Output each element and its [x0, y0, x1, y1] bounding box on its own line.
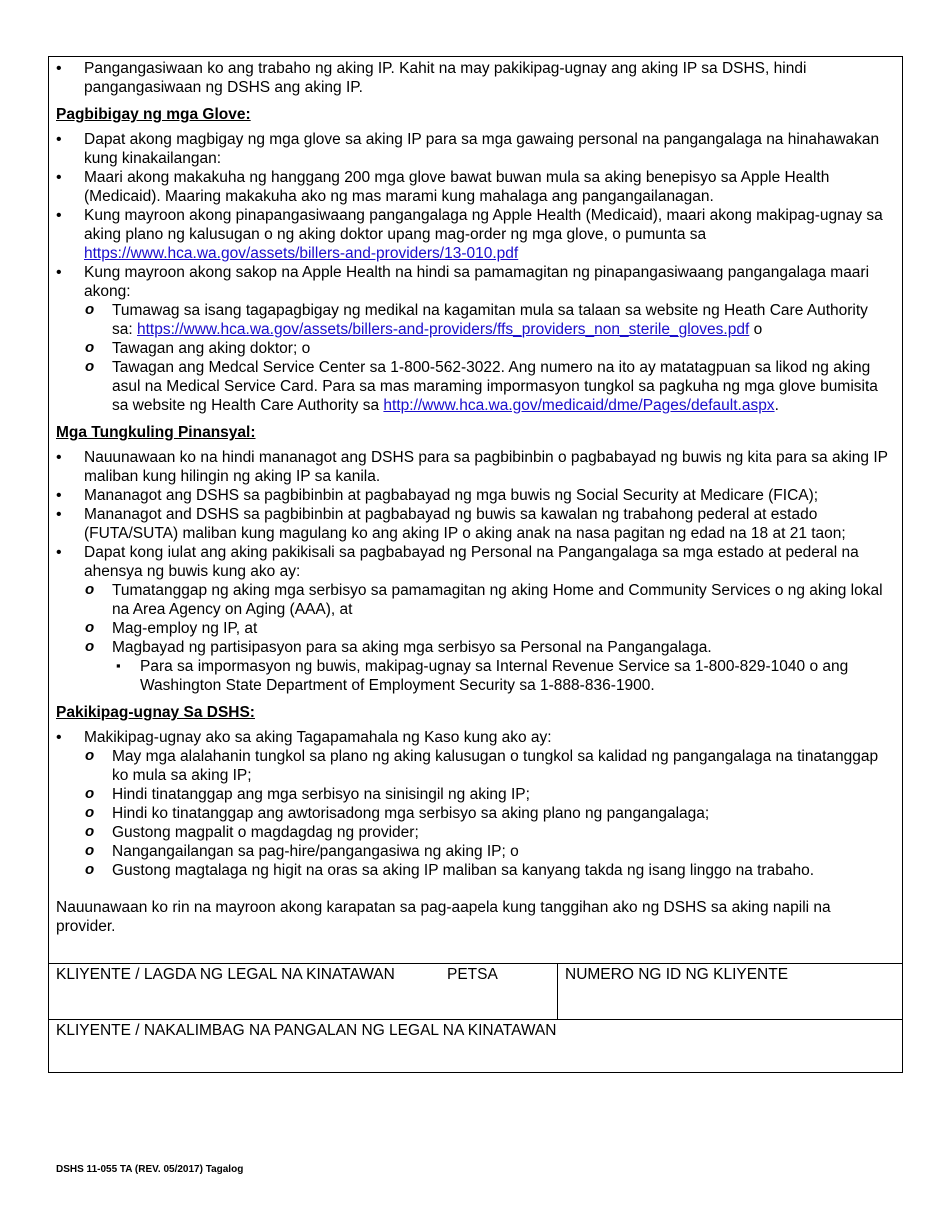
list-item: [49, 130, 902, 168]
bullet-text: Dapat akong magbigay ng mga glove sa aking IP para sa mga gawaing personal na pangangalaga na hinahawakan kung kinakailangan:: [84, 131, 880, 167]
bullet-text: Mananagot and DSHS sa pagbibinbin at pagbabayad ng buwis sa kawalan ng trabahong pederal at estado (FUTA/SUTA) maliban kung magulang ko ang aking IP o aking anak na nasa pagitan ng edad na 18 at 21 taon;: [84, 506, 846, 542]
finance-list: [49, 448, 902, 695]
sublist-item: [84, 747, 888, 785]
bullet-text: Makikipag-ugnay ako sa aking Tagapamahala ng Kaso kung ako ay:: [84, 729, 552, 746]
sublist-item: [84, 785, 888, 804]
gloves-sublist: [84, 301, 888, 415]
signature-row: [49, 963, 902, 1020]
appeal-paragraph: Nauunawaan ko rin na mayroon akong karapatan sa pag-aapela kung tanggihan ako ng DSHS sa aking napili na provider.: [56, 899, 831, 935]
gloves-list: [49, 130, 902, 415]
list-item: [49, 486, 902, 505]
list-item: [49, 206, 902, 263]
subitem-text: Hindi ko tinatanggap ang awtorisadong mga serbisyo sa aking plano ng pangangalaga;: [112, 805, 710, 822]
subitem-text: Tumatanggap ng aking mga serbisyo sa pamamagitan ng aking Home and Community Services o ng aking lokal na Area Agency on Aging (AAA), at: [112, 582, 883, 618]
subsublist-item: [112, 657, 888, 695]
list-item: [49, 168, 902, 206]
sublist-item: [84, 861, 888, 880]
gloves-order-link[interactable]: https://www.hca.wa.gov/assets/billers-and-providers/13-010.pdf: [84, 245, 519, 262]
sublist-item: [84, 804, 888, 823]
form-frame: [48, 56, 903, 1073]
client-printed-name-label: KLIYENTE / NAKALIMBAG NA PANGALAN NG LEGAL NA KINATAWAN: [56, 1022, 557, 1039]
sublist-item: [84, 823, 888, 842]
gloves-heading: Pagbibigay ng mga Glove:: [56, 106, 251, 123]
subitem-text: May mga alalahanin tungkol sa plano ng aking kalusugan o tungkol sa kalidad ng pangangalaga na tinatanggap ko mula sa aking IP;: [112, 748, 879, 784]
printed-name-row: [49, 1019, 902, 1074]
contact-heading: Pakikipag-ugnay Sa DSHS:: [56, 704, 255, 721]
list-item: [49, 448, 902, 486]
subsubitem-text: Para sa impormasyon ng buwis, makipag-ugnay sa Internal Revenue Service sa 1-800-829-1040 o ang Washington State Department of Employment Security sa 1-888-836-1900.: [140, 658, 849, 694]
bullet-text: Kung mayroon akong sakop na Apple Health na hindi sa pamamagitan ng pinapangasiwaang pangangalaga maari akong:: [84, 264, 870, 300]
bullet-text: Kung mayroon akong pinapangasiwaang pangangalaga ng Apple Health (Medicaid), maari akong makipag-ugnay sa aking plano ng kalusugan o ng aking doktor upang mag-order ng mga glove, o pumunta sa: [84, 207, 883, 243]
list-item: [49, 728, 902, 880]
client-id-field[interactable]: [557, 964, 902, 1020]
subitem-text: Tumawag sa isang tagapagbigay ng medikal na kagamitan mula sa talaan sa website ng Heath Care Authority sa:: [112, 302, 868, 338]
finance-heading: Mga Tungkuling Pinansyal:: [56, 424, 256, 441]
client-printed-name-field[interactable]: [49, 1020, 902, 1074]
form-footer: DSHS 11-055 TA (REV. 05/2017) Tagalog: [56, 1164, 244, 1175]
list-item: [49, 543, 902, 695]
subitem-text: Tawagan ang Medcal Service Center sa 1-800-562-3022. Ang numero na ito ay matatagpuan sa likod ng aking asul na Medical Service Card. Para sa mas maraming impormasyon tungkol sa pagkuha ng mga glove bumisita sa website ng Health Care Authority sa: [112, 359, 878, 414]
subitem-text: Tawagan ang aking doktor; o: [112, 340, 311, 357]
intro-text: Pangangasiwaan ko ang trabaho ng aking IP. Kahit na may pakikipag-ugnay ang aking IP sa DSHS, hindi pangangasiwaan ng DSHS ang aking IP.: [84, 60, 807, 96]
contact-sublist: [84, 747, 888, 880]
subitem-text: Nangangailangan sa pag-hire/pangangasiwa ng aking IP; o: [112, 843, 519, 860]
bullet-text: Dapat kong iulat ang aking pakikisali sa pagbabayad ng Personal na Pangangalaga sa mga estado at pederal na ahensya ng buwis kung ako ay:: [84, 544, 859, 580]
sublist-item: [84, 358, 888, 415]
client-signature-field[interactable]: [49, 964, 557, 1020]
sublist-item: [84, 638, 888, 695]
list-item: [49, 59, 902, 97]
subitem-text: Mag-employ ng IP, at: [112, 620, 258, 637]
sublist-item: [84, 842, 888, 861]
client-signature-label: KLIYENTE / LAGDA NG LEGAL NA KINATAWAN: [56, 966, 395, 983]
bullet-text: Nauunawaan ko na hindi mananagot ang DSHS para sa pagbibinbin o pagbabayad ng buwis ng kita para sa aking IP maliban kung hilingin ng aking IP sa kanila.: [84, 449, 888, 485]
sublist-item: [84, 301, 888, 339]
form-content: [49, 57, 902, 936]
list-item: [49, 505, 902, 543]
finance-sublist: [84, 581, 888, 695]
sublist-item: [84, 619, 888, 638]
list-item: [49, 263, 902, 415]
subitem-text: Gustong magtalaga ng higit na oras sa aking IP maliban sa kanyang takda ng isang linggo na trabaho.: [112, 862, 814, 879]
finance-subsublist: [112, 657, 888, 695]
hca-dme-link[interactable]: http://www.hca.wa.gov/medicaid/dme/Pages/default.aspx: [383, 397, 775, 414]
subitem-tail: .: [774, 397, 779, 414]
subitem-text: Gustong magpalit o magdagdag ng provider;: [112, 824, 419, 841]
date-label: PETSA: [447, 966, 498, 983]
subitem-tail: o: [749, 321, 763, 338]
intro-list: [49, 59, 902, 97]
sublist-item: [84, 581, 888, 619]
subitem-text: Magbayad ng partisipasyon para sa aking mga serbisyo sa Personal na Pangangalaga.: [112, 639, 712, 656]
bullet-text: Mananagot ang DSHS sa pagbibinbin at pagbabayad ng mga buwis ng Social Security at Medicare (FICA);: [84, 487, 819, 504]
gloves-providers-link[interactable]: https://www.hca.wa.gov/assets/billers-and-providers/ffs_providers_non_sterile_gloves.pdf: [137, 321, 750, 338]
bullet-text: Maari akong makakuha ng hanggang 200 mga glove bawat buwan mula sa aking benepisyo sa Apple Health (Medicaid). Maaring makakuha ako ng mas marami kung mahalaga ang pangangailanagan.: [84, 169, 830, 205]
subitem-text: Hindi tinatanggap ang mga serbisyo na sinisingil ng aking IP;: [112, 786, 530, 803]
client-id-label: NUMERO NG ID NG KLIYENTE: [565, 966, 789, 983]
sublist-item: [84, 339, 888, 358]
contact-list: [49, 728, 902, 880]
